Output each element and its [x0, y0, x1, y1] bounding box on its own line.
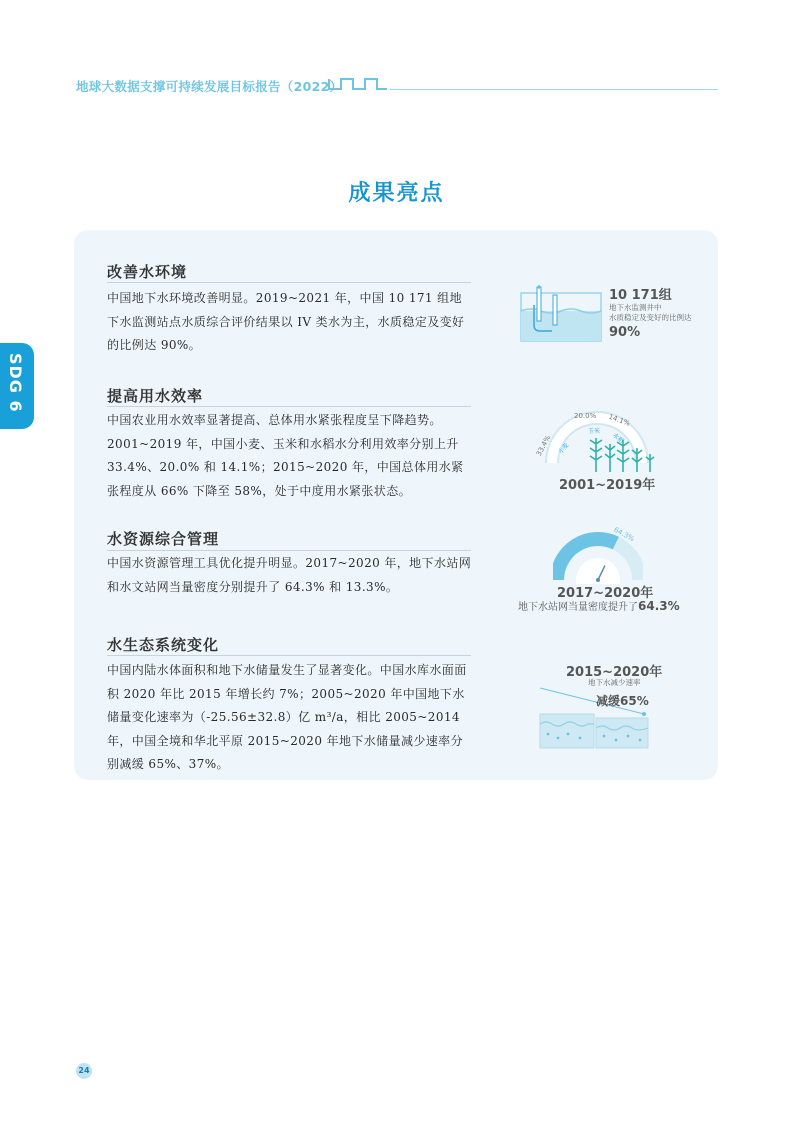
- report-header-title: 地球大数据支撑可持续发展目标报告（2022）: [76, 79, 343, 94]
- crop-label-wheat: 小麦: [557, 441, 571, 456]
- management-caption: [518, 598, 680, 613]
- monitoring-count: 10 171组: [609, 288, 672, 303]
- crop-period: 2001~2019年: [559, 478, 656, 493]
- management-caption-text: 地下水站网当量密度提升了: [518, 602, 638, 613]
- header-wave-decoration: [327, 76, 389, 92]
- section-title-water-efficiency: 提高用水效率: [107, 387, 204, 405]
- gauge-value-label: 64.3%: [612, 525, 636, 544]
- section-rule: [107, 655, 471, 656]
- ecosystem-period: 2015~2020年: [566, 665, 663, 680]
- section-body-water-environment: 中国地下水环境改善明显。2019~2021 年，中国 10 171 组地下水监测站点水质综合评价结果以 IV 类水为主，水质稳定及变好的比例达 90%。: [107, 291, 465, 352]
- management-period: 2017~2020年: [557, 586, 654, 601]
- crop-efficiency-arc: [530, 408, 660, 478]
- water-quality-percent: 90%: [609, 325, 641, 340]
- page-number: 24: [76, 1063, 92, 1079]
- station-density-gauge: [553, 520, 643, 584]
- crop-value-wheat: 33.4%: [534, 434, 553, 458]
- section-rule: [107, 282, 471, 283]
- crop-value-rice: 14.1%: [607, 412, 632, 428]
- crop-label-rice: 水稻: [611, 431, 625, 445]
- sdg-side-tab: [0, 343, 34, 429]
- ecosystem-caption: 地下水减少速率: [588, 678, 641, 687]
- section-body-water-efficiency: 中国农业用水效率显著提高、总体用水紧张程度呈下降趋势。2001~2019 年，中国小麦、玉米和水稻水分利用效率分别上升 33.4%、20.0% 和 14.1%；2015~2020 年，中国总体用水紧张程度从 66% 下降至 58%，处于中度用水紧张状态。: [107, 413, 464, 498]
- management-caption-value: 64.3%: [638, 599, 680, 613]
- crop-label-corn: 玉米: [588, 428, 601, 435]
- section-body-water-management: 中国水资源管理工具优化提升明显。2017~2020 年，地下水站网和水文站网当量密度分别提升了 64.3% 和 13.3%。: [107, 556, 472, 594]
- monitoring-caption-1: 地下水监测井中: [609, 303, 662, 312]
- section-body-ecosystem: 中国内陆水体面积和地下水储量发生了显著变化。中国水库水面面积 2020 年比 2015 年增长约 7%；2005~2020 年中国地下水储量变化速率为（-25.56±32.8）亿 m³/a，相比 2005~2014 年，中国全境和华北平原 2015~2020 年地下水储量减少速率分别减缓 65%、37%。: [107, 663, 467, 771]
- section-title-water-management: 水资源综合管理: [107, 530, 220, 548]
- sdg-side-tab-label: SDG 6: [6, 353, 25, 413]
- page-title: 成果亮点: [348, 181, 445, 206]
- crop-value-corn: 20.0%: [574, 412, 597, 420]
- header-divider: [390, 89, 718, 90]
- ecosystem-value: 减缓65%: [596, 694, 649, 708]
- monitoring-caption-2: 水质稳定及变好的比例达: [609, 313, 692, 322]
- section-title-ecosystem: 水生态系统变化: [107, 636, 220, 654]
- section-rule: [107, 406, 471, 407]
- section-title-water-environment: 改善水环境: [107, 263, 188, 281]
- section-rule: [107, 550, 471, 551]
- groundwater-well-icon: [520, 285, 604, 345]
